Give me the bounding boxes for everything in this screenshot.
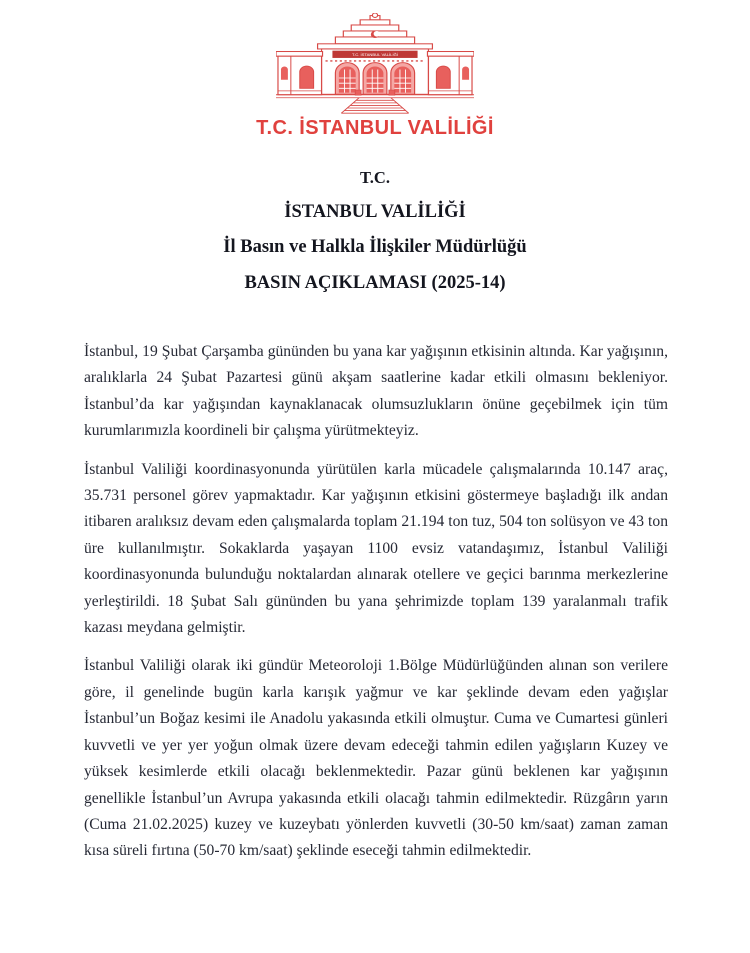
document-body	[84, 339, 668, 877]
finial-circle	[372, 13, 377, 17]
heading-tc: T.C.	[360, 168, 390, 187]
paragraph-3: İstanbul Valiliği olarak iki gündür Meteoroloji 1.Bölge Müdürlüğünden alınan son verilere göre, il genelinde bugün karla karışık yağmur ve kar şeklinde devam eden yağışlar İstanbul’un Boğaz kesimi ile Anadolu yakasında etkili olmuştur. Cuma ve Cumartesi günleri kuvvetli ve yer yer yoğun olmak üzere devam edeceği tahmin edilen yağışların Kuzey ve yüksek kesimlerde etkili olacağı beklenmektedir. Pazar günü beklenen kar yağışının genellikle İstanbul’un Avrupa yakasında etkili olacağı tahmin edilmektedir. Rüzgârın yarın (Cuma 21.02.2025) kuzey ve kuzeybatı yönlerden kuvvetli (30-50 km/saat) zaman zaman kısa süreli fırtına (50-70 km/saat) şeklinde eseceği tahmin edilmektedir.	[84, 657, 668, 860]
heading-basin-aciklamasi: BASIN AÇIKLAMASI (2025-14)	[244, 273, 506, 293]
entrance-steps	[341, 98, 408, 113]
logo-caption: T.C. İSTANBUL VALİLİĞİ	[256, 117, 494, 139]
heading-valilik: İSTANBUL VALİLİĞİ	[284, 202, 466, 222]
letterhead-logo	[0, 13, 750, 140]
arched-windows	[335, 63, 414, 95]
left-wing	[276, 52, 323, 95]
heading-mudurluk: İl Basın ve Halkla İlişkiler Müdürlüğü	[223, 237, 527, 257]
paragraph-1: İstanbul, 19 Şubat Çarşamba gününden bu yana kar yağışının etkisinin altında. Kar yağışının, aralıklarla 24 Şubat Pazartesi günü akşam saatlerine kadar etkili olmasını bekleniyor. İstanbul’da kar yağışından kaynaklanacak olumsuzlukların önüne geçebilmek için tüm kurumlarımızla koordineli bir çalışma yürütmekteyiz.	[84, 343, 668, 440]
governorship-building-logo-icon	[276, 13, 474, 114]
right-wing	[427, 52, 474, 95]
paragraph-2: İstanbul Valiliği koordinasyonunda yürütülen karla mücadele çalışmalarında 10.147 araç, 35.731 personel görev yapmaktadır. Kar yağışının etkisini göstermeye başladığı ilk andan itibaren aralıksız devam eden çalışmalarda toplam 21.194 ton tuz, 504 ton solüsyon ve 43 ton üre kullanılmıştır. Sokaklarda yaşayan 1100 evsiz vatandaşımız, İstanbul Valiliği koordinasyonunda bulunduğu noktalardan alınarak otellere ve geçici barınma merkezlerine yerleştirildi. 18 Şubat Salı gününden bu yana şehrimizde toplam 139 yaralanmalı trafik kazası meydana gelmiştir.	[84, 460, 668, 637]
logo-banner-text: T.C. İSTANBUL VALİLİĞİ	[351, 52, 399, 58]
